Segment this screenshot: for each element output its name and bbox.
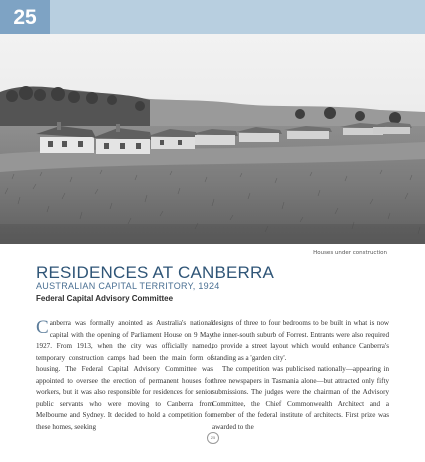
article-title: RESIDENCES AT CANBERRA: [36, 263, 275, 282]
folio-marker: 25: [207, 432, 219, 444]
text-column-left: [36, 318, 213, 433]
page-number: 25: [13, 6, 37, 29]
paragraph: The competition was publicised nationally—appearing in three newspapers in Tasmania alone—but attracted only fifty submissions. The judges were the chairman of the Advisory Committee, the Chief Commonwealth Architect and a member of the federal institute of architects. First prize was awarded to the: [212, 365, 389, 431]
photo-caption: Houses under construction: [313, 250, 387, 256]
paragraph-text: anberra was formally anointed as Australia's national capital with the opening of Parliament House on 9 May 1927. From 1913, when the city was officially named, temporary construction camps had been the main form of housing. The Federal Capital Advisory Committee was appointed to oversee the erection of permanent houses for workers, but it was also responsible for residences for senior public servants who were moving to Canberra from Melbourne and Sydney. It decided to hold a competition for these homes, seeking: [36, 319, 213, 431]
header-band: [0, 0, 425, 34]
article-subtitle: AUSTRALIAN CAPITAL TERRITORY, 1924: [36, 281, 220, 291]
paragraph: [36, 318, 213, 433]
historical-photo: [0, 34, 425, 244]
paragraph: designs of three to four bedrooms to be built in what is now the inner-south suburb of Forrest. Entrants were also required to provide a street layout which would enhance Canberra's standing as a 'garden city'.: [212, 319, 389, 362]
text-column-right: [212, 318, 389, 433]
drop-cap: C: [36, 317, 49, 338]
article-author: Federal Capital Advisory Committee: [36, 294, 174, 303]
